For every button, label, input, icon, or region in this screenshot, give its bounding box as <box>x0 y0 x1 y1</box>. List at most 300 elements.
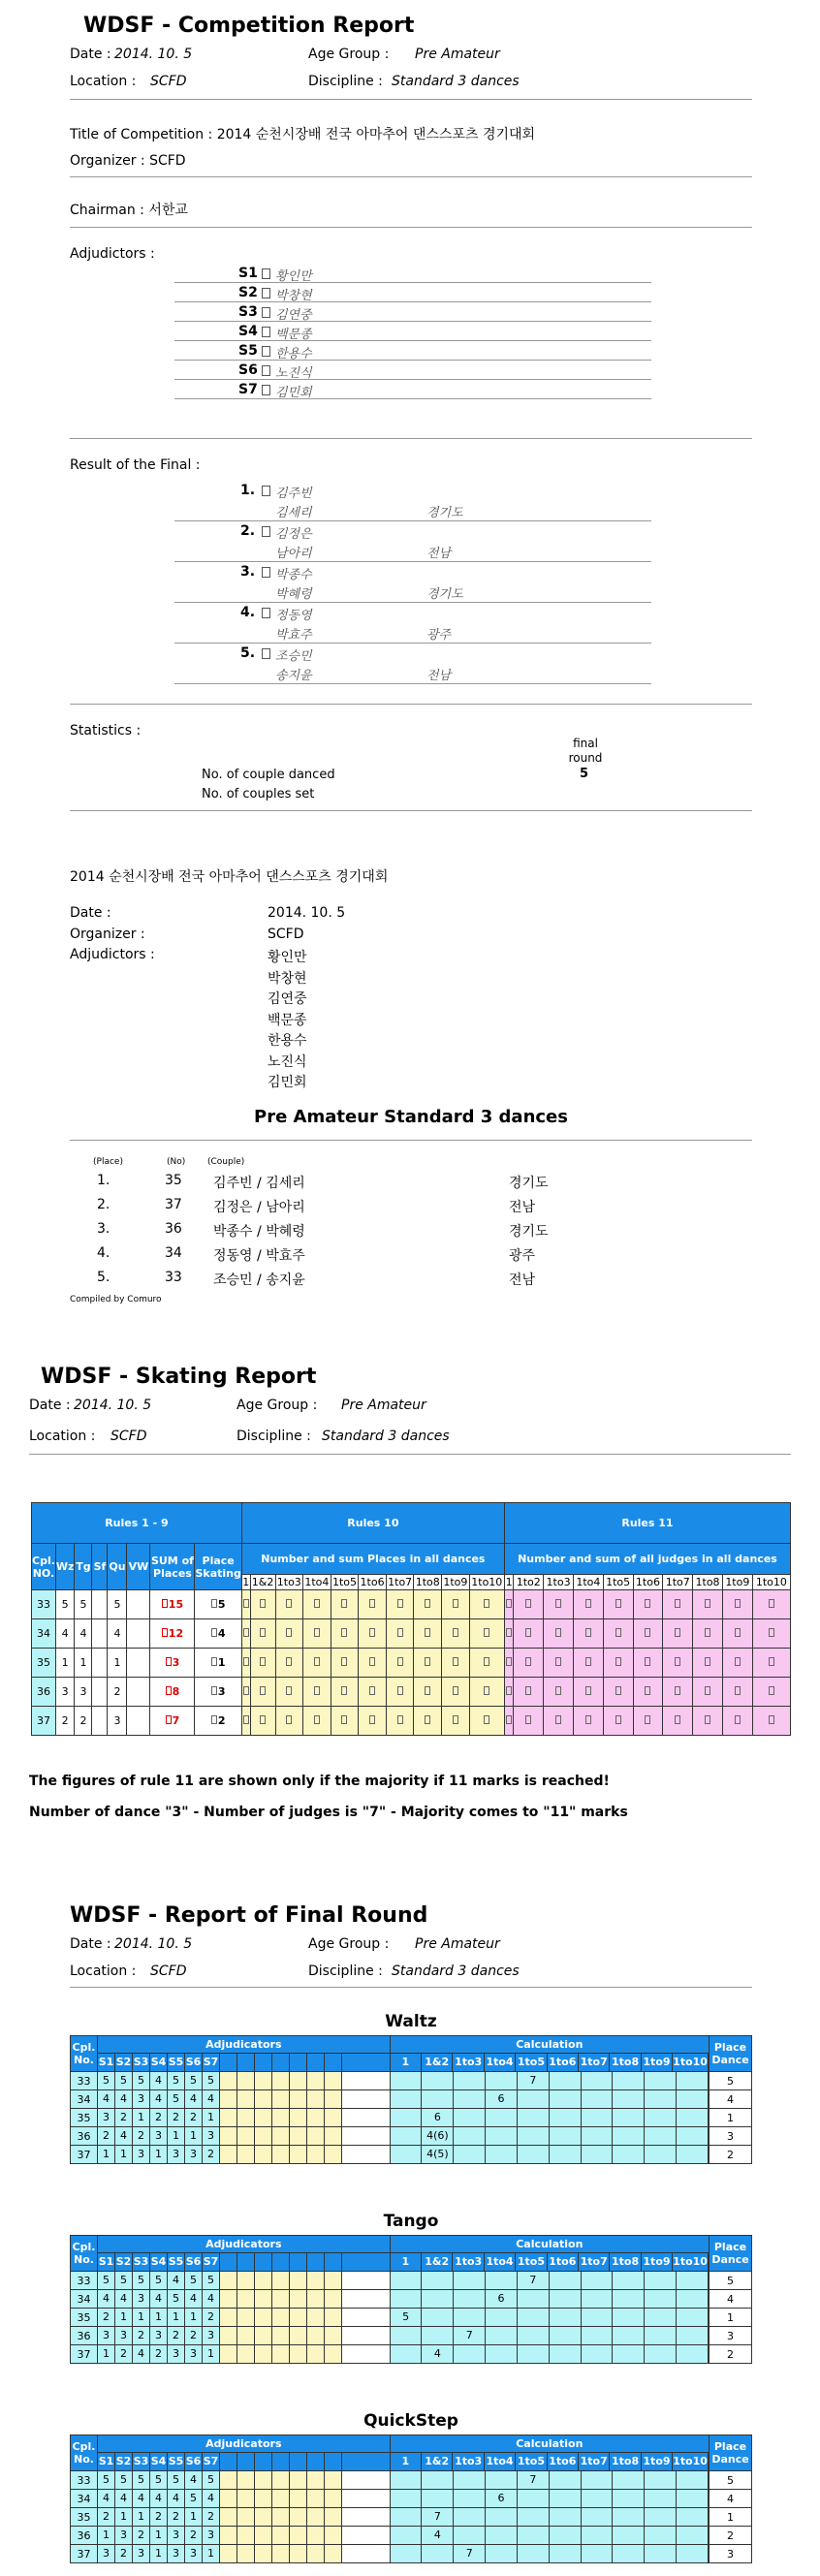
mark-cell: 5 <box>133 2272 150 2289</box>
calc-value <box>518 2290 550 2308</box>
missing-glyph-icon <box>555 1657 561 1666</box>
missing-glyph-icon <box>262 346 270 357</box>
calc-value <box>550 2545 582 2562</box>
calc-cell <box>390 2490 709 2508</box>
calcs <box>391 2090 709 2108</box>
result-place: 3. <box>240 564 256 580</box>
mark-cell: 1 <box>185 2127 203 2145</box>
r11-cell <box>693 1590 723 1619</box>
mark-cell: 1 <box>133 2508 150 2526</box>
dance-header-row <box>71 2236 752 2272</box>
sum-cell <box>150 1649 195 1678</box>
mark-cell: 1 <box>98 2527 115 2544</box>
r11-cell <box>514 1649 544 1678</box>
calc-value: 4 <box>422 2345 454 2363</box>
missing-glyph-icon <box>735 1657 741 1666</box>
final-round-label: final round <box>568 737 603 765</box>
marks-cell <box>98 2527 391 2545</box>
missing-glyph-icon <box>735 1686 741 1695</box>
rules-10-header: Rules 10 <box>241 1503 504 1544</box>
mark-cell <box>290 2490 307 2507</box>
r11-cell <box>504 1678 513 1707</box>
rules-11-sub: Number and sum of all judges in all dances <box>504 1544 790 1575</box>
missing-glyph-icon <box>262 486 270 496</box>
col-calculation <box>390 2236 709 2272</box>
calc-value <box>518 2508 550 2526</box>
r11-cell <box>663 1649 693 1678</box>
skating-row <box>32 1678 791 1707</box>
mark-cell: 1 <box>203 2545 220 2562</box>
mark-cell: 2 <box>133 2327 150 2344</box>
mark-cell: 2 <box>203 2508 220 2526</box>
r11-cell <box>693 1649 723 1678</box>
summary-date: 2014. 10. 5 <box>268 905 346 921</box>
dance-table <box>70 2235 752 2364</box>
marks-cell <box>98 2545 391 2563</box>
missing-glyph-icon <box>615 1599 621 1608</box>
mark-cell <box>220 2471 237 2489</box>
r11-cell <box>633 1649 663 1678</box>
calc-value <box>582 2527 614 2544</box>
missing-glyph-icon <box>585 1715 591 1724</box>
vw-cell <box>127 1590 150 1619</box>
calc-col: 1to3 <box>453 2054 484 2071</box>
mark-cell: 4 <box>98 2090 115 2108</box>
mark-cell: 4 <box>133 2490 150 2507</box>
r11-col: 1to7 <box>663 1575 693 1590</box>
calc-value <box>486 2127 518 2145</box>
judge-col <box>307 2054 325 2071</box>
mark-cell <box>255 2345 272 2363</box>
judge-col <box>325 2453 342 2470</box>
judge-col: S2 <box>115 2054 133 2071</box>
mark-cell <box>220 2309 237 2326</box>
mark-cell: 3 <box>203 2327 220 2344</box>
missing-glyph-icon <box>506 1715 512 1724</box>
r11-col: 1to6 <box>633 1575 663 1590</box>
place-dance-cell: 4 <box>710 2490 752 2508</box>
r10-cell <box>303 1590 331 1619</box>
mark-cell <box>237 2109 255 2126</box>
judge-col: S1 <box>98 2453 115 2470</box>
calc-value <box>613 2109 645 2126</box>
adjudicator-row <box>174 341 651 361</box>
mark-cell <box>325 2545 342 2562</box>
mark-cell <box>255 2127 272 2145</box>
missing-glyph-icon <box>369 1599 375 1608</box>
mark-cell: 2 <box>150 2109 168 2126</box>
r10-cell <box>469 1590 504 1619</box>
summary-no: 36 <box>165 1221 182 1237</box>
calc-value <box>677 2072 709 2089</box>
adjudicator-code: S1 <box>238 266 258 281</box>
r11-cell <box>603 1707 633 1736</box>
cpl-cell: 36 <box>71 2327 98 2345</box>
missing-glyph-icon <box>769 1599 774 1608</box>
judge-col <box>307 2253 325 2271</box>
mark-cell <box>325 2072 342 2089</box>
col-cpl: Cpl. NO. <box>32 1544 56 1590</box>
missing-glyph-icon <box>314 1657 320 1666</box>
mark-cell: 4 <box>98 2490 115 2507</box>
marks-cell <box>98 2090 391 2109</box>
calc-value <box>486 2471 518 2489</box>
calc-value <box>550 2090 582 2108</box>
missing-glyph-icon <box>506 1599 512 1608</box>
place-cell <box>195 1649 241 1678</box>
calc-value <box>582 2471 614 2489</box>
calcs <box>391 2127 709 2145</box>
calc-value <box>518 2490 550 2507</box>
calc-value <box>518 2090 550 2108</box>
calc-value: 7 <box>422 2508 454 2526</box>
calc-value <box>677 2527 709 2544</box>
wz-cell: 1 <box>55 1649 75 1678</box>
calcs <box>391 2345 709 2363</box>
calc-value <box>582 2146 614 2163</box>
col-adjudicators <box>98 2236 391 2272</box>
r11-cell <box>633 1590 663 1619</box>
marks-cell <box>98 2109 391 2127</box>
mark-cell <box>325 2490 342 2507</box>
adjudicator-name: 노진식 <box>275 366 312 381</box>
r10-cell <box>275 1678 303 1707</box>
judge-col: S1 <box>98 2253 115 2271</box>
sum-value: 15 <box>168 1598 184 1611</box>
mark-cell: 5 <box>98 2471 115 2489</box>
marks-cell <box>98 2072 391 2090</box>
mark-cell <box>325 2109 342 2126</box>
divider <box>70 438 752 439</box>
calc-value <box>391 2345 423 2363</box>
sum-value: 12 <box>168 1627 184 1640</box>
mark-cell <box>220 2272 237 2289</box>
missing-glyph-icon <box>585 1657 591 1666</box>
date-label: Date : <box>70 47 111 62</box>
marks <box>98 2471 390 2489</box>
r11-cell <box>504 1649 513 1678</box>
place-dance-cell: 3 <box>710 2545 752 2563</box>
mark-cell: 4 <box>150 2072 168 2089</box>
missing-glyph-icon <box>211 1628 217 1637</box>
skating-row <box>32 1649 791 1678</box>
calc-value <box>454 2309 486 2326</box>
marks-cell <box>98 2327 391 2345</box>
mark-cell <box>220 2508 237 2526</box>
place-cell <box>195 1678 241 1707</box>
adjudicator-name: 황인만 <box>275 269 312 284</box>
missing-glyph-icon <box>397 1686 403 1695</box>
mark-cell: 1 <box>185 2508 203 2526</box>
missing-glyph-icon <box>397 1715 403 1724</box>
calc-value <box>454 2290 486 2308</box>
mark-cell <box>307 2090 325 2108</box>
calc-value <box>391 2327 423 2344</box>
adjudicator-code: S3 <box>238 304 258 320</box>
mark-cell <box>220 2146 237 2163</box>
calc-value <box>645 2490 677 2507</box>
mark-cell: 1 <box>98 2146 115 2163</box>
mark-cell: 5 <box>150 2272 168 2289</box>
summary-adjudicator: 노진식 <box>268 1053 307 1070</box>
missing-glyph-icon <box>341 1657 347 1666</box>
calc-value <box>582 2127 614 2145</box>
judge-col: S5 <box>168 2253 185 2271</box>
adjudicators-header <box>98 2036 390 2071</box>
mark-cell <box>220 2072 237 2089</box>
calc-value: 4(6) <box>422 2127 454 2145</box>
judge-col <box>255 2453 272 2470</box>
calc-value <box>582 2490 614 2507</box>
missing-glyph-icon <box>585 1686 591 1695</box>
missing-glyph-icon <box>260 1686 266 1695</box>
adjudicator-code: S2 <box>238 285 258 300</box>
mark-cell <box>237 2290 255 2308</box>
skating-row <box>32 1707 791 1736</box>
calc-col: 1to3 <box>453 2253 484 2271</box>
r11-cell <box>663 1619 693 1649</box>
calc-value <box>486 2327 518 2344</box>
mark-cell: 2 <box>168 2508 185 2526</box>
mark-cell <box>220 2490 237 2507</box>
mark-cell: 1 <box>115 2309 133 2326</box>
mark-cell: 4 <box>185 2290 203 2308</box>
missing-glyph-icon <box>262 385 270 395</box>
rules-10-sub: Number and sum Places in all dances <box>241 1544 504 1575</box>
mark-cell: 2 <box>133 2527 150 2544</box>
mark-cell <box>325 2508 342 2526</box>
mark-cell: 2 <box>115 2545 133 2562</box>
calc-value <box>550 2109 582 2126</box>
place-value: 5 <box>217 1598 226 1611</box>
mark-cell <box>325 2345 342 2363</box>
r11-cell <box>752 1649 790 1678</box>
mark-cell <box>290 2146 307 2163</box>
missing-glyph-icon <box>211 1599 217 1608</box>
calc-value <box>518 2527 550 2544</box>
calc-value <box>677 2327 709 2344</box>
missing-glyph-icon <box>425 1715 430 1724</box>
r11-cell <box>603 1590 633 1619</box>
mark-cell <box>237 2508 255 2526</box>
missing-glyph-icon <box>615 1715 621 1724</box>
missing-glyph-icon <box>555 1599 561 1608</box>
calc-value: 7 <box>454 2327 486 2344</box>
cpl-cell: 34 <box>71 2290 98 2309</box>
r10-cell <box>241 1649 250 1678</box>
summary-no: 37 <box>165 1197 182 1212</box>
qu-cell: 5 <box>108 1590 127 1619</box>
calc-value <box>454 2146 486 2163</box>
result-name2: 박효주 <box>275 628 312 643</box>
r11-cell <box>633 1678 663 1707</box>
result-name2: 박혜령 <box>275 587 312 602</box>
sk-date-value: 2014. 10. 5 <box>74 1398 152 1413</box>
calc-value <box>486 2345 518 2363</box>
divider <box>70 1987 752 1988</box>
marks-cell <box>98 2290 391 2309</box>
mark-cell <box>325 2127 342 2145</box>
r10-cell <box>414 1619 442 1649</box>
summary-adjudicator: 김민회 <box>268 1075 307 1090</box>
missing-glyph-icon <box>243 1686 249 1695</box>
calc-cell <box>390 2290 709 2309</box>
marks <box>98 2072 390 2089</box>
mark-cell <box>325 2327 342 2344</box>
place-dance-cell: 2 <box>710 2146 752 2164</box>
mark-cell: 5 <box>115 2272 133 2289</box>
missing-glyph-icon <box>260 1715 266 1724</box>
mark-cell: 3 <box>98 2545 115 2562</box>
col-place-skating: Place Skating <box>195 1544 241 1590</box>
calc-cell <box>390 2072 709 2090</box>
judge-col <box>325 2253 342 2271</box>
calc-value <box>391 2545 423 2562</box>
fr-date-label: Date : <box>70 1936 111 1952</box>
r10-cell <box>241 1619 250 1649</box>
mark-cell <box>272 2109 290 2126</box>
calc-value <box>677 2471 709 2489</box>
missing-glyph-icon <box>425 1686 430 1695</box>
sum-value: 3 <box>172 1656 180 1669</box>
missing-glyph-icon <box>425 1628 430 1637</box>
mark-cell: 4 <box>115 2127 133 2145</box>
discipline-value: Standard 3 dances <box>392 74 520 89</box>
mark-cell: 5 <box>168 2072 185 2089</box>
skating-row <box>32 1619 791 1649</box>
organizer: Organizer : SCFD <box>70 153 186 169</box>
dance-row <box>71 2345 752 2364</box>
calc-value <box>391 2290 423 2308</box>
missing-glyph-icon <box>262 567 270 578</box>
judge-col: S7 <box>203 2253 220 2271</box>
dance-row <box>71 2072 752 2090</box>
age-group-label: Age Group : <box>308 47 390 62</box>
missing-glyph-icon <box>705 1686 710 1695</box>
calc-value <box>486 2272 518 2289</box>
mark-cell: 3 <box>168 2146 185 2163</box>
divider <box>70 810 752 811</box>
missing-glyph-icon <box>341 1686 347 1695</box>
mark-cell <box>290 2508 307 2526</box>
summary-region: 전남 <box>509 1272 536 1288</box>
summary-adjudicator: 김연중 <box>268 991 307 1007</box>
missing-glyph-icon <box>341 1628 347 1637</box>
mark-cell: 5 <box>133 2072 150 2089</box>
mark-cell <box>307 2072 325 2089</box>
mark-cell: 5 <box>203 2471 220 2489</box>
cpl-cell: 34 <box>32 1619 56 1649</box>
missing-glyph-icon <box>314 1628 320 1637</box>
calc-col: 1to5 <box>516 2453 547 2470</box>
missing-glyph-icon <box>484 1715 489 1724</box>
judge-col <box>255 2054 272 2071</box>
result-name1: 김정은 <box>275 527 312 542</box>
summary-place: 1. <box>97 1173 110 1188</box>
mark-cell: 1 <box>168 2127 185 2145</box>
mark-cell <box>237 2272 255 2289</box>
mark-cell <box>237 2471 255 2489</box>
sum-cell <box>150 1590 195 1619</box>
missing-glyph-icon <box>735 1715 741 1724</box>
missing-glyph-icon <box>162 1599 168 1608</box>
place-dance-cell: 1 <box>710 2109 752 2127</box>
summary-title: 2014 순천시장배 전국 아마추어 댄스스포츠 경기대회 <box>70 869 389 885</box>
r11-cell <box>514 1678 544 1707</box>
result-place: 5. <box>240 645 256 661</box>
missing-glyph-icon <box>425 1599 430 1608</box>
r10-cell <box>469 1649 504 1678</box>
calc-value <box>550 2327 582 2344</box>
r11-cell <box>663 1590 693 1619</box>
calc-value <box>550 2490 582 2507</box>
r10-cell <box>469 1619 504 1649</box>
r10-cell <box>359 1619 387 1649</box>
missing-glyph-icon <box>166 1686 172 1695</box>
missing-glyph-icon <box>675 1599 680 1608</box>
summary-place: 2. <box>97 1197 110 1212</box>
missing-glyph-icon <box>425 1657 430 1666</box>
mark-cell: 1 <box>150 2545 168 2562</box>
mark-cell <box>325 2090 342 2108</box>
place-dance-cell: 2 <box>710 2527 752 2545</box>
missing-glyph-icon <box>555 1628 561 1637</box>
mark-cell <box>290 2090 307 2108</box>
col-qu: Qu <box>108 1544 127 1590</box>
mark-cell: 5 <box>133 2471 150 2489</box>
cpl-cell: 34 <box>71 2090 98 2109</box>
summary-date-label: Date : <box>70 905 111 921</box>
missing-glyph-icon <box>369 1686 375 1695</box>
calc-value <box>422 2545 454 2562</box>
skating-table <box>31 1502 791 1736</box>
r10-cell <box>241 1707 250 1736</box>
r11-cell <box>633 1707 663 1736</box>
calc-value <box>391 2471 423 2489</box>
dance-row <box>71 2272 752 2290</box>
calcs <box>391 2272 709 2289</box>
calc-value <box>486 2545 518 2562</box>
result-label: Result of the Final : <box>70 457 201 473</box>
calc-value: 6 <box>422 2109 454 2126</box>
result-place: 4. <box>240 605 256 620</box>
r10-cell <box>386 1707 414 1736</box>
judge-col: S6 <box>185 2253 203 2271</box>
mark-cell: 2 <box>203 2146 220 2163</box>
marks <box>98 2272 390 2289</box>
mark-cell <box>237 2345 255 2363</box>
mark-cell: 2 <box>185 2109 203 2126</box>
r11-cell <box>633 1619 663 1649</box>
missing-glyph-icon <box>735 1628 741 1637</box>
col-cpl: Cpl. No. <box>71 2435 98 2471</box>
r11-cell <box>514 1707 544 1736</box>
calc-value <box>518 2545 550 2562</box>
judge-col <box>325 2054 342 2071</box>
calc-cell <box>390 2471 709 2490</box>
result-name2: 김세리 <box>275 506 312 520</box>
mark-cell: 2 <box>98 2309 115 2326</box>
calc-value <box>518 2309 550 2326</box>
calc-value <box>677 2545 709 2562</box>
mark-cell <box>272 2146 290 2163</box>
sf-cell <box>92 1678 108 1707</box>
r11-col: 1to5 <box>603 1575 633 1590</box>
mark-cell: 4 <box>150 2290 168 2308</box>
calc-value <box>550 2471 582 2489</box>
mark-cell <box>255 2290 272 2308</box>
calc-cell <box>390 2090 709 2109</box>
